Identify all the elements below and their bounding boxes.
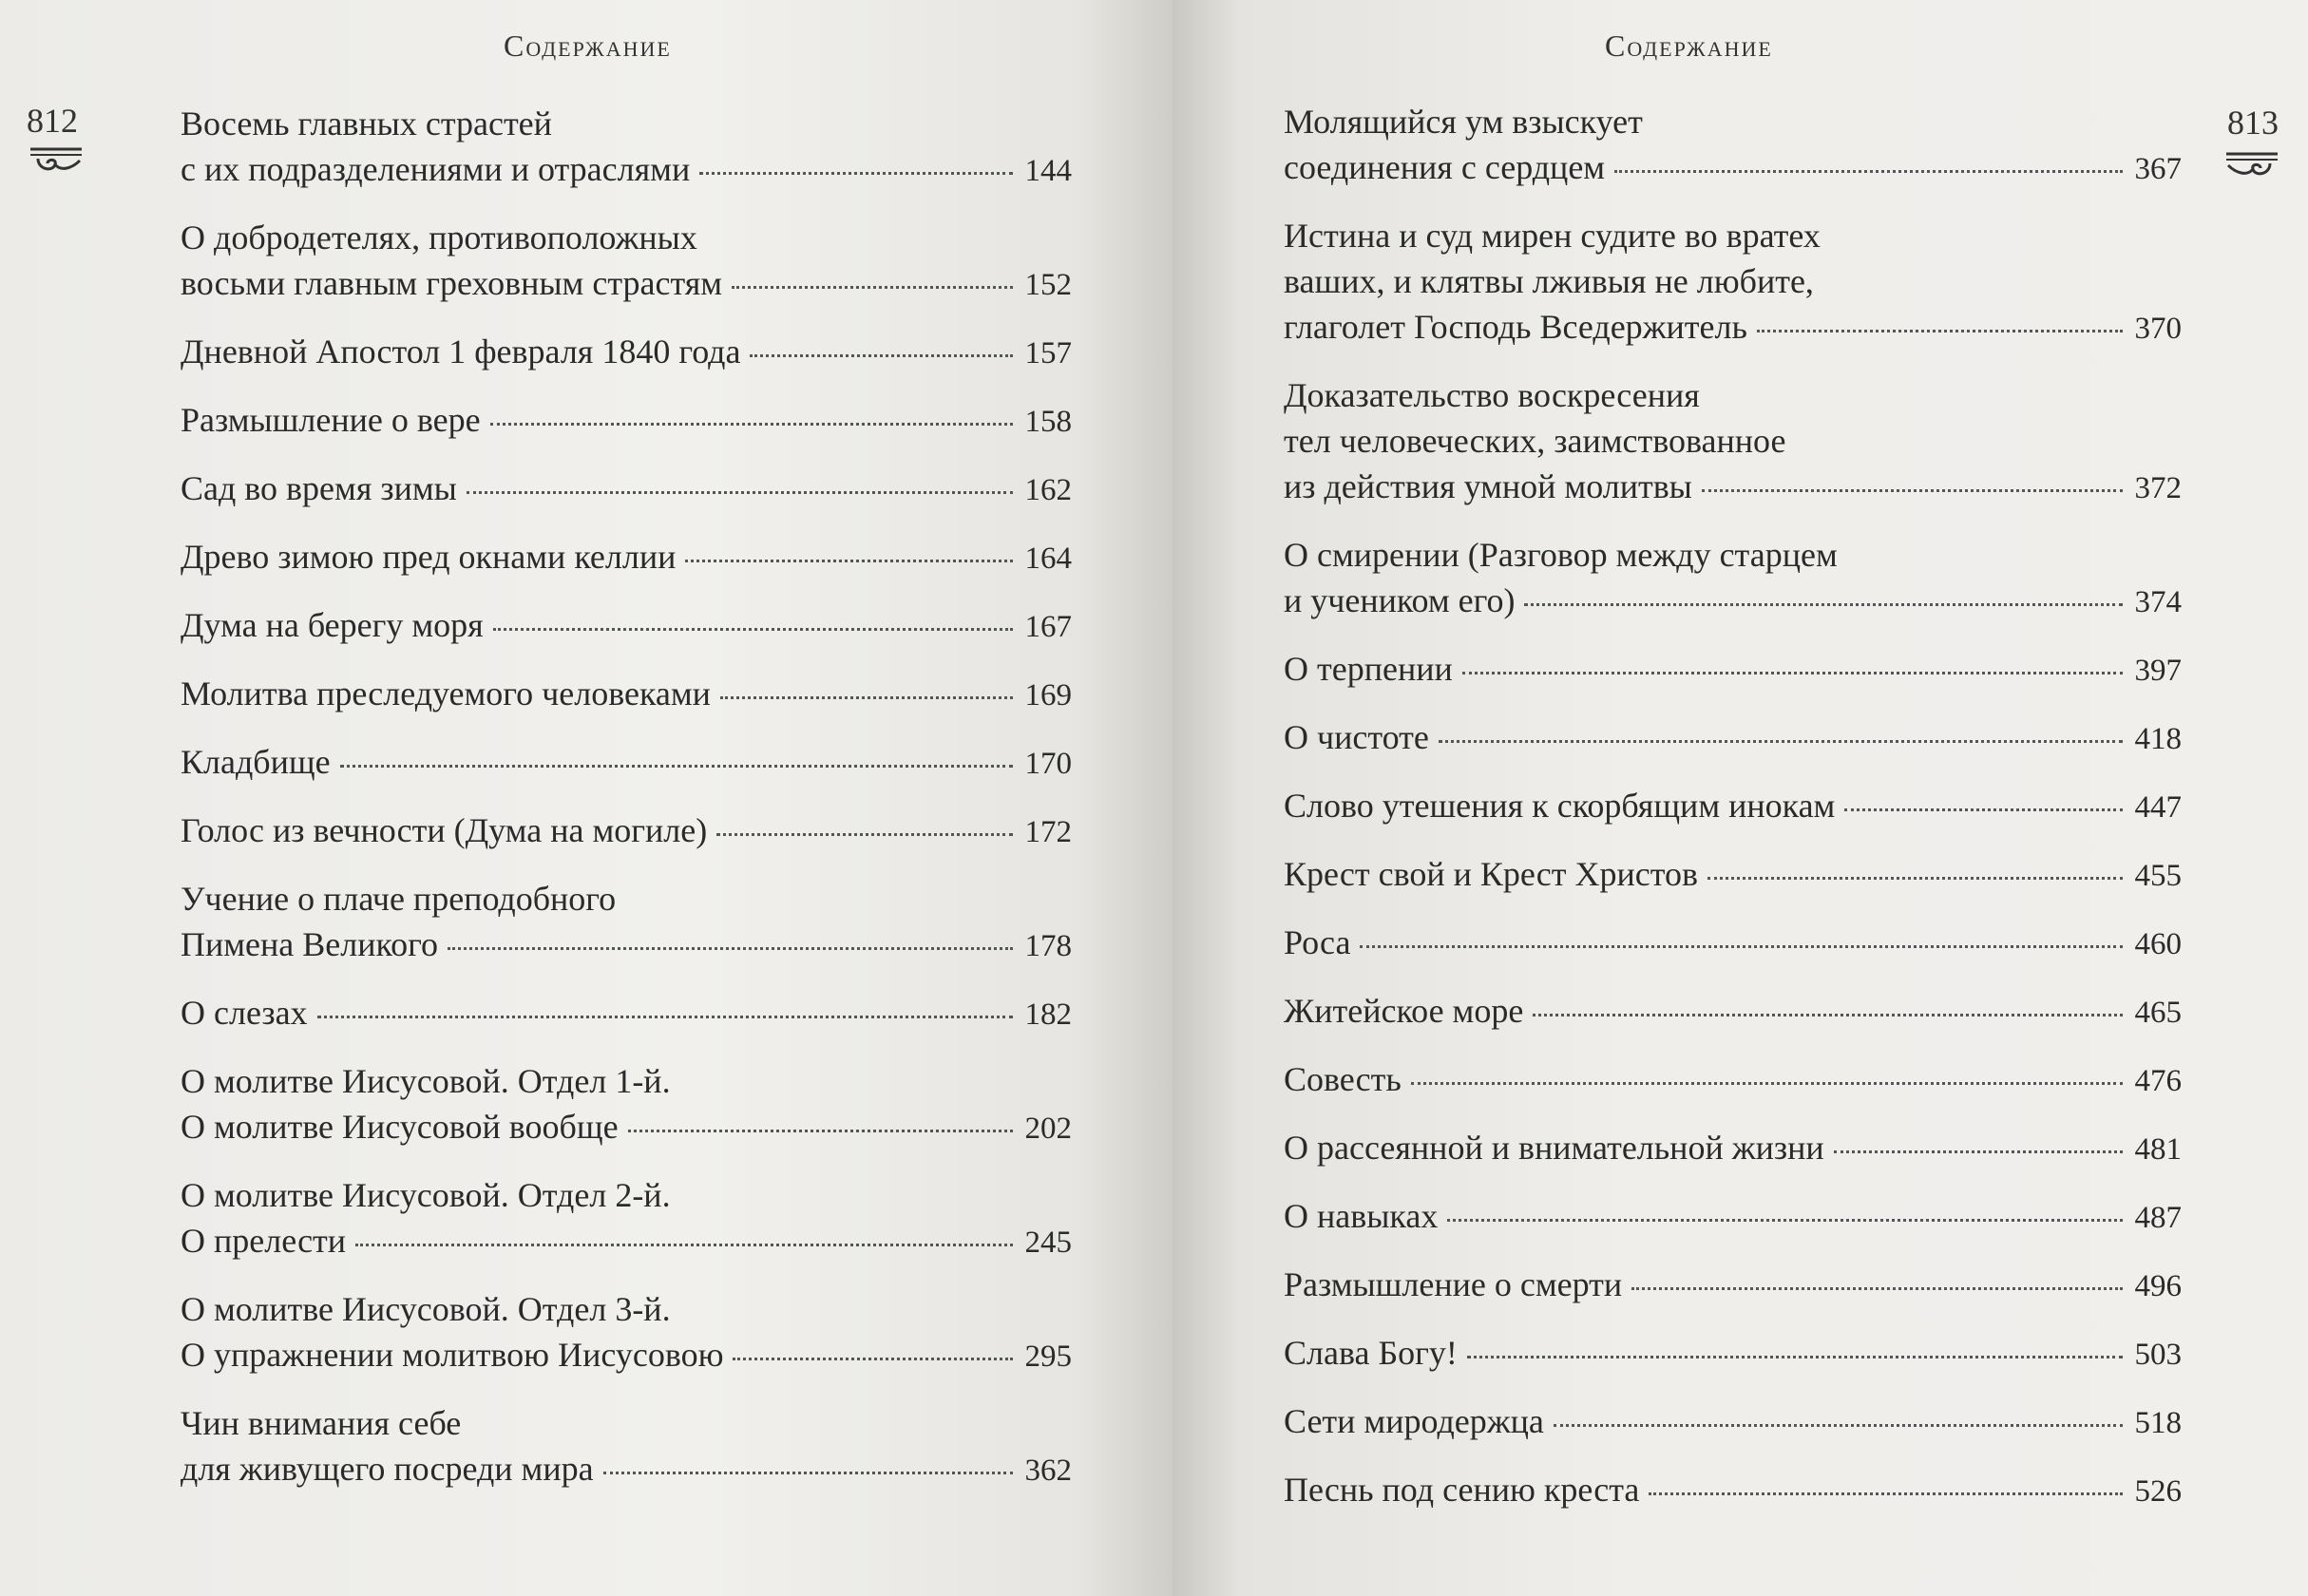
- toc-entry: [181, 534, 1072, 581]
- toc-entry-last-line: [1284, 920, 2182, 967]
- toc-entry-title-line: Молитва преследуемого человеками: [181, 674, 711, 712]
- dot-leader: [716, 833, 1013, 836]
- toc-entry-last-line: [181, 397, 1072, 445]
- folio-ornament-icon: [2224, 150, 2279, 182]
- toc-entry: [1284, 1262, 2182, 1309]
- toc-entry-title-line: Молящийся ум взыскует: [1284, 103, 1643, 141]
- toc-entry-page-number: 455: [2134, 859, 2182, 893]
- dot-leader: [750, 354, 1013, 357]
- toc-entry-title-line: Дума на берегу моря: [181, 606, 484, 644]
- toc-entry-title-line: Слава Богу!: [1284, 1334, 1458, 1372]
- toc-entry-last-line: [181, 739, 1072, 787]
- dot-leader: [1631, 1287, 2123, 1290]
- toc-entry: [1284, 1398, 2182, 1446]
- dot-leader: [1757, 330, 2123, 332]
- toc-entry-title-line: для живущего посреди мира: [181, 1450, 594, 1488]
- toc-entry-title-line: О молитве Иисусовой. Отдел 1-й.: [181, 1062, 671, 1100]
- dot-leader: [1533, 1014, 2123, 1016]
- toc-entry-last-line: [181, 534, 1072, 581]
- dot-leader: [317, 1016, 1013, 1018]
- folio-ornament-icon: [29, 145, 84, 178]
- toc-entry-page-number: 418: [2134, 722, 2182, 756]
- toc-entry-title-line: Сад во время зимы: [181, 469, 457, 507]
- dot-leader: [1834, 1150, 2123, 1153]
- toc-entry-page-number: 370: [2134, 312, 2182, 346]
- toc-entry-last-line: [181, 329, 1072, 376]
- toc-entry: [181, 101, 1072, 194]
- toc-entry-last-line: [181, 808, 1072, 855]
- toc-entry-last-line: [1284, 304, 2182, 352]
- toc-entry-page-number: 170: [1024, 747, 1072, 781]
- dot-leader: [628, 1130, 1013, 1132]
- toc-entry-last-line: [181, 671, 1072, 718]
- toc-entry-last-line: [1284, 1467, 2182, 1514]
- toc-entry-title-line: восьми главным греховным страстям: [181, 264, 723, 302]
- dot-leader: [1439, 740, 2123, 743]
- toc-entry-last-line: [1284, 1193, 2182, 1241]
- toc-entry: [181, 1286, 1072, 1379]
- toc-entry-title-line: Размышление о смерти: [1284, 1265, 1623, 1303]
- toc-entry: [1284, 213, 2182, 352]
- toc-entry: [181, 990, 1072, 1037]
- toc-entry-page-number: 460: [2134, 927, 2182, 961]
- dot-leader: [1649, 1492, 2123, 1495]
- toc-entry-page-number: 447: [2134, 790, 2182, 825]
- toc-entry-page-number: 362: [1024, 1454, 1072, 1488]
- toc-entry-page-number: 172: [1024, 815, 1072, 849]
- toc-entry-title-line: О навыках: [1284, 1197, 1439, 1235]
- page-number: 813: [2227, 104, 2279, 142]
- toc-entry-page-number: 374: [2134, 585, 2182, 619]
- toc-entry-title-line: Житейское море: [1284, 992, 1524, 1030]
- toc-entry: [1284, 1056, 2182, 1104]
- toc-entry-title-line: Пимена Великого: [181, 925, 439, 963]
- toc-entry-page-number: 465: [2134, 996, 2182, 1030]
- toc-entry-title-line: О терпении: [1284, 650, 1453, 688]
- toc-entry-title-line: Истина и суд мирен судите во вратех: [1284, 217, 1821, 255]
- toc-entry: [1284, 1467, 2182, 1514]
- dot-leader: [448, 947, 1013, 950]
- toc-entry: [181, 602, 1072, 650]
- dot-leader: [720, 696, 1013, 699]
- toc-entry: [181, 876, 1072, 969]
- toc-entry-last-line: [1284, 783, 2182, 830]
- toc-entry-title-line: Чин внимания себе: [181, 1404, 462, 1442]
- toc-entry-page-number: 487: [2134, 1201, 2182, 1235]
- toc-entry-last-line: [181, 1218, 1072, 1265]
- toc-entry: [1284, 988, 2182, 1036]
- dot-leader: [493, 628, 1013, 631]
- toc-entry: [181, 808, 1072, 855]
- dot-leader: [732, 286, 1013, 289]
- toc-entry-last-line: [1284, 1262, 2182, 1309]
- toc-entry-last-line: [181, 146, 1072, 194]
- toc-entry: [181, 397, 1072, 445]
- toc-entry-title-line: глаголет Господь Вседержитель: [1284, 308, 1747, 346]
- toc-entry-last-line: [1284, 851, 2182, 899]
- dot-leader: [1844, 808, 2123, 811]
- toc-entry-title-line: О добродетелях, противоположных: [181, 218, 697, 256]
- toc-entry-title-line: Совесть: [1284, 1060, 1402, 1098]
- toc-entry-last-line: [1284, 144, 2182, 192]
- dot-leader: [699, 172, 1013, 175]
- toc-entry-title-line: Восемь главных страстей: [181, 104, 552, 142]
- toc-entry-title-line: Доказательство воскресения: [1284, 376, 1700, 414]
- toc-entry-title-line: О молитве Иисусовой вообще: [181, 1108, 619, 1146]
- toc-entry-last-line: [1284, 1398, 2182, 1446]
- toc-entry-title-line: из действия умной молитвы: [1284, 467, 1692, 505]
- toc-entry-title-line: Размышление о вере: [181, 401, 481, 439]
- toc-entry: [181, 466, 1072, 513]
- dot-leader: [1614, 170, 2123, 173]
- page-number: 812: [27, 102, 78, 140]
- toc-entry-title-line: О упражнении молитвою Иисусовою: [181, 1336, 724, 1374]
- toc-entry-page-number: 162: [1024, 473, 1072, 507]
- toc-entry: [1284, 920, 2182, 967]
- toc-entry-page-number: 397: [2134, 654, 2182, 688]
- toc-entry-page-number: 367: [2134, 152, 2182, 186]
- toc-entry: [1284, 646, 2182, 694]
- toc-entry-title-line: тел человеческих, заимствованное: [1284, 422, 1786, 460]
- toc-entry-page-number: 496: [2134, 1269, 2182, 1303]
- toc-entry-last-line: [1284, 1056, 2182, 1104]
- dot-leader: [340, 765, 1013, 768]
- right-page: [1173, 0, 2308, 1596]
- dot-leader: [490, 423, 1013, 426]
- toc-entry: [181, 1058, 1072, 1151]
- toc-entry-title-line: Слово утешения к скорбящим инокам: [1284, 787, 1836, 825]
- toc-entry: [181, 1172, 1072, 1265]
- toc-entry-last-line: [1284, 988, 2182, 1036]
- toc-entry-page-number: 476: [2134, 1064, 2182, 1098]
- toc-entry-title-line: О прелести: [181, 1222, 347, 1260]
- toc-entry-page-number: 144: [1024, 154, 1072, 188]
- toc-entry-last-line: [1284, 1330, 2182, 1378]
- toc-entry: [181, 215, 1072, 308]
- toc-entry: [1284, 714, 2182, 762]
- toc-entry-title-line: Голос из вечности (Дума на могиле): [181, 811, 708, 849]
- dot-leader: [1702, 489, 2123, 492]
- toc-entry-title-line: О молитве Иисусовой. Отдел 3-й.: [181, 1290, 671, 1328]
- toc-entry-title-line: Роса: [1284, 923, 1351, 961]
- toc-entry-title-line: Учение о плаче преподобного: [181, 880, 617, 918]
- running-head: Содержание: [1605, 28, 1773, 63]
- toc-entry: [1284, 851, 2182, 899]
- toc-entry: [1284, 783, 2182, 830]
- dot-leader: [685, 560, 1013, 562]
- dot-leader: [1447, 1219, 2123, 1222]
- toc-entry: [181, 329, 1072, 376]
- toc-entry-last-line: [181, 922, 1072, 969]
- toc-entry-last-line: [181, 990, 1072, 1037]
- running-head: Содержание: [504, 28, 672, 63]
- toc-entry-page-number: 202: [1024, 1112, 1072, 1146]
- toc-entry-page-number: 481: [2134, 1132, 2182, 1167]
- toc-entry-page-number: 503: [2134, 1338, 2182, 1372]
- toc-entry-page-number: 169: [1024, 678, 1072, 712]
- dot-leader: [733, 1358, 1013, 1360]
- dot-leader: [1411, 1082, 2123, 1085]
- table-of-contents-right: [1284, 99, 2182, 1535]
- toc-entry-last-line: [1284, 714, 2182, 762]
- toc-entry-last-line: [181, 1446, 1072, 1493]
- toc-entry-last-line: [181, 1332, 1072, 1379]
- toc-entry-title-line: с их подразделениями и отраслями: [181, 150, 691, 188]
- toc-entry-page-number: 295: [1024, 1340, 1072, 1374]
- toc-entry-title-line: Дневной Апостол 1 февраля 1840 года: [181, 332, 741, 370]
- toc-entry-page-number: 518: [2134, 1406, 2182, 1440]
- toc-entry-title-line: ваших, и клятвы лживыя не любите,: [1284, 262, 1814, 300]
- toc-entry-title-line: Крест свой и Крест Христов: [1284, 855, 1698, 893]
- toc-entry-title-line: Кладбище: [181, 743, 331, 781]
- toc-entry-title-line: и учеником его): [1284, 581, 1516, 619]
- toc-entry: [1284, 532, 2182, 625]
- toc-entry: [181, 739, 1072, 787]
- table-of-contents-left: [181, 101, 1072, 1514]
- toc-entry-page-number: 164: [1024, 542, 1072, 576]
- toc-entry-page-number: 167: [1024, 610, 1072, 644]
- toc-entry: [1284, 372, 2182, 511]
- toc-entry: [181, 1400, 1072, 1493]
- toc-entry-page-number: 158: [1024, 405, 1072, 439]
- toc-entry-last-line: [181, 260, 1072, 308]
- dot-leader: [355, 1244, 1013, 1246]
- toc-entry: [1284, 1193, 2182, 1241]
- toc-entry-title-line: О чистоте: [1284, 718, 1429, 756]
- toc-entry-last-line: [1284, 578, 2182, 625]
- toc-entry: [1284, 1330, 2182, 1378]
- dot-leader: [1554, 1424, 2123, 1427]
- toc-entry-title-line: О рассеянной и внимательной жизни: [1284, 1129, 1824, 1167]
- dot-leader: [1707, 877, 2123, 880]
- toc-entry: [1284, 99, 2182, 192]
- toc-entry-title-line: О слезах: [181, 994, 308, 1032]
- dot-leader: [1360, 945, 2123, 948]
- toc-entry-page-number: 178: [1024, 929, 1072, 963]
- toc-entry-last-line: [1284, 646, 2182, 694]
- toc-entry-page-number: 372: [2134, 471, 2182, 505]
- toc-entry-page-number: 245: [1024, 1226, 1072, 1260]
- dot-leader: [467, 491, 1013, 494]
- toc-entry-page-number: 526: [2134, 1474, 2182, 1509]
- toc-entry-title-line: Древо зимою пред окнами келлии: [181, 538, 677, 576]
- toc-entry-title-line: соединения с сердцем: [1284, 148, 1606, 186]
- toc-entry-page-number: 182: [1024, 998, 1072, 1032]
- toc-entry-last-line: [1284, 1125, 2182, 1172]
- toc-entry-last-line: [1284, 464, 2182, 511]
- toc-entry-title-line: Сети миродержца: [1284, 1402, 1544, 1440]
- toc-entry-last-line: [181, 466, 1072, 513]
- toc-entry-last-line: [181, 1104, 1072, 1151]
- dot-leader: [603, 1472, 1013, 1474]
- dot-leader: [1467, 1356, 2123, 1358]
- toc-entry: [181, 671, 1072, 718]
- toc-entry-page-number: 157: [1024, 336, 1072, 370]
- toc-entry-page-number: 152: [1024, 268, 1072, 302]
- toc-entry-title-line: О молитве Иисусовой. Отдел 2-й.: [181, 1176, 671, 1214]
- toc-entry-last-line: [181, 602, 1072, 650]
- dot-leader: [1462, 672, 2123, 674]
- dot-leader: [1524, 603, 2123, 606]
- toc-entry: [1284, 1125, 2182, 1172]
- toc-entry-title-line: О смирении (Разговор между старцем: [1284, 536, 1838, 574]
- toc-entry-title-line: Песнь под сению креста: [1284, 1471, 1640, 1509]
